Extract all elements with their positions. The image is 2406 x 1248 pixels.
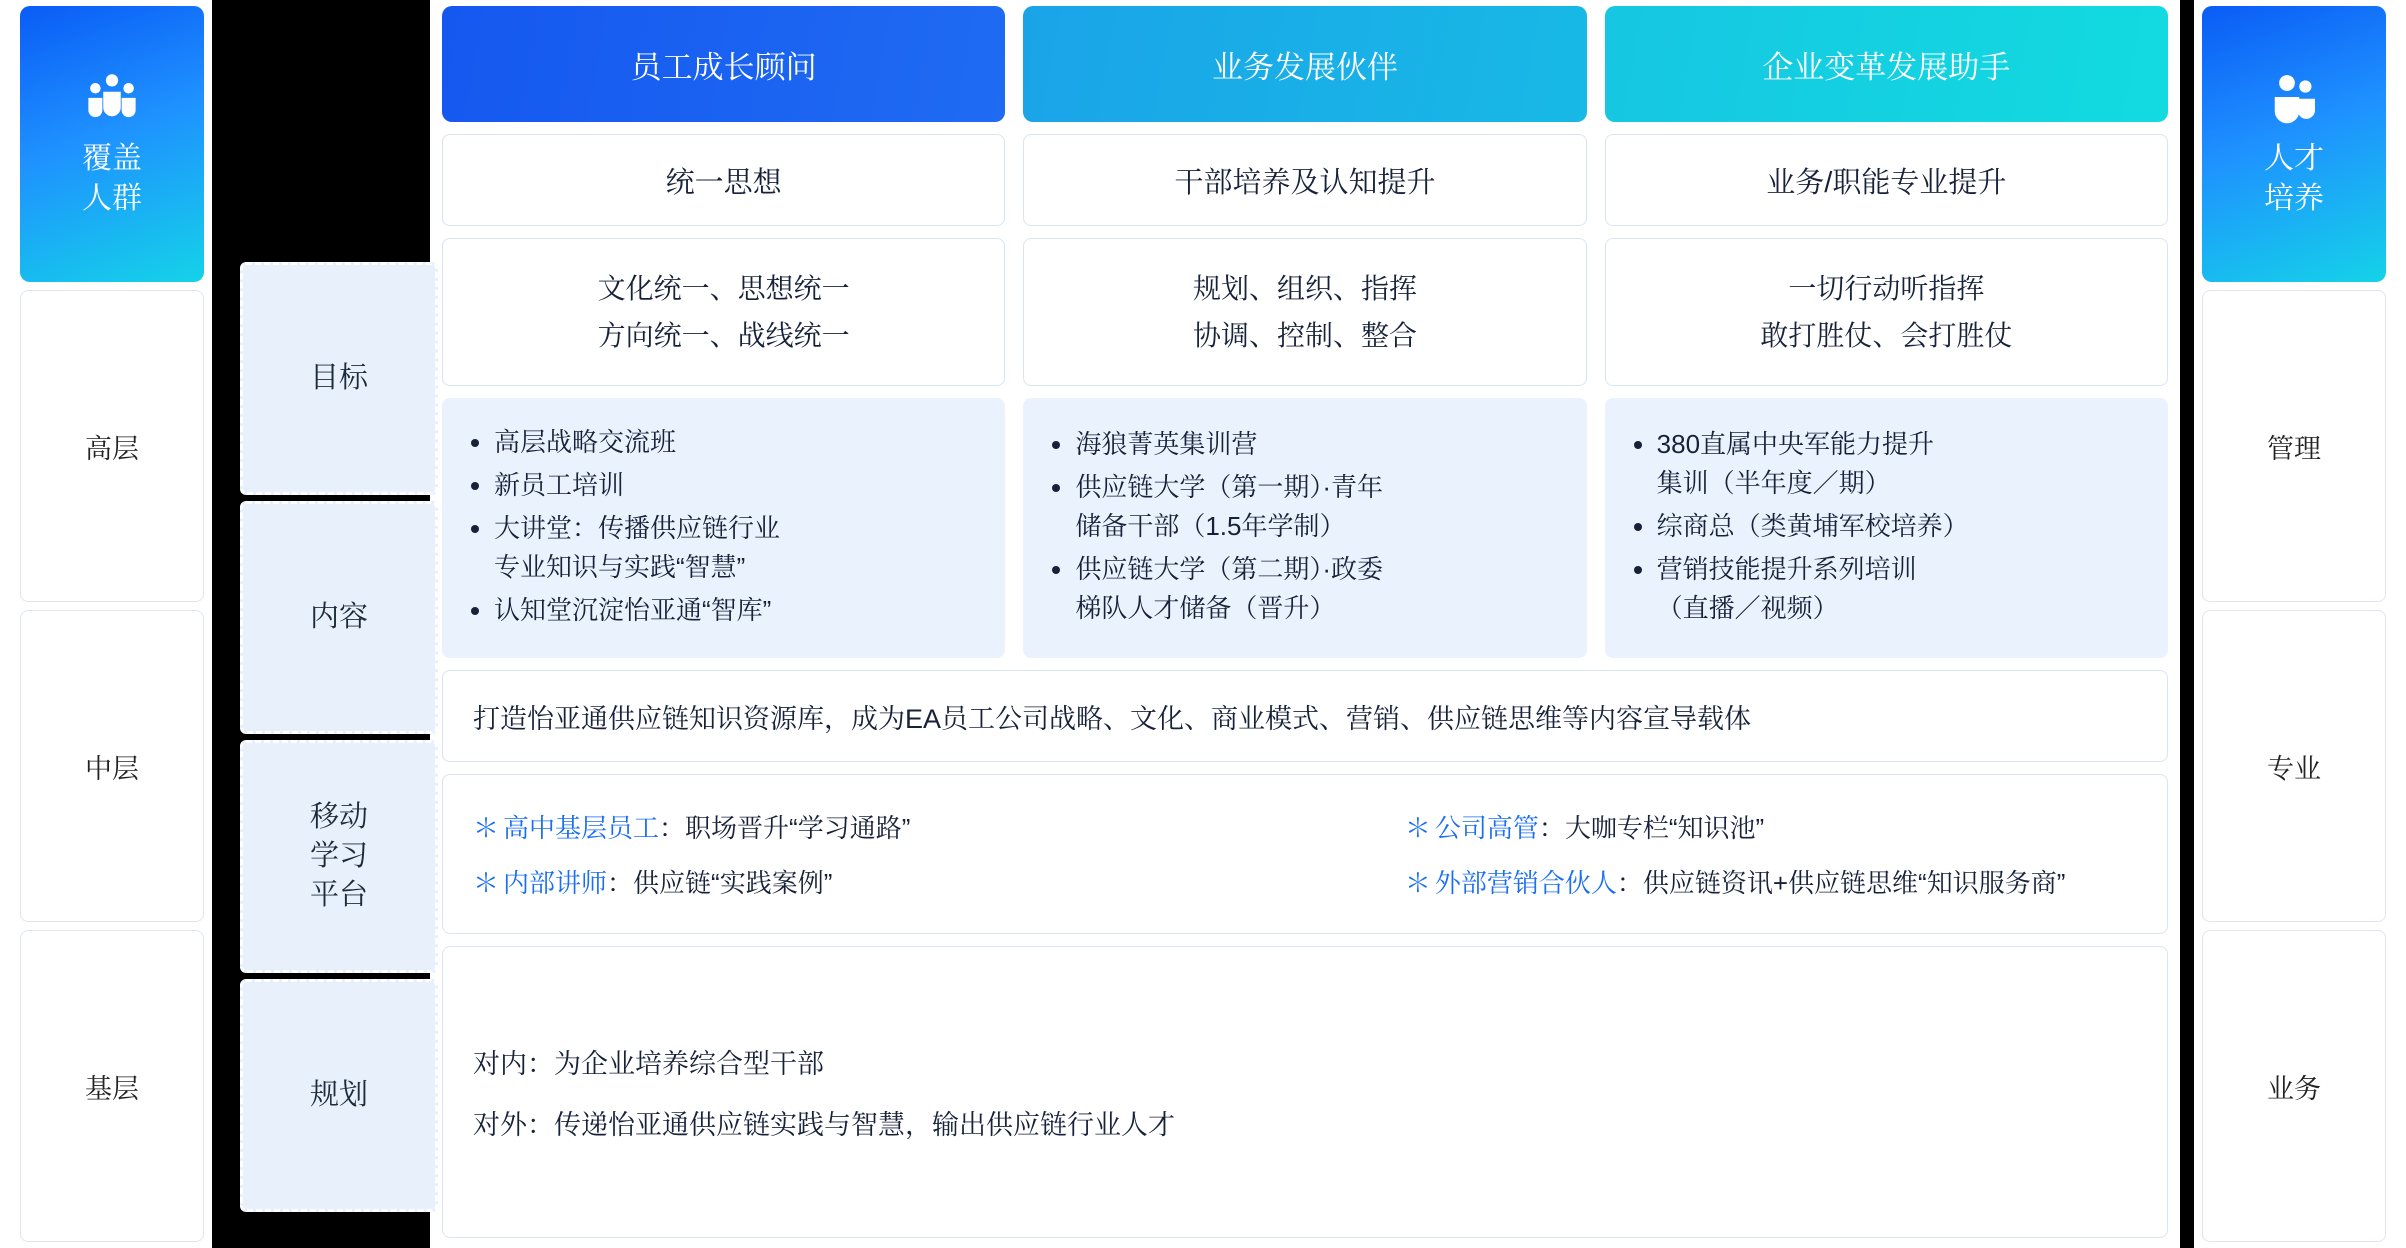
- goal-line-1: 规划、组织、指挥: [1192, 272, 1417, 304]
- goal-card-3: [1605, 238, 2168, 386]
- role-row: [442, 6, 2168, 122]
- talent-item-label: 业务: [2267, 1073, 2321, 1104]
- dimension-label: 内容: [309, 600, 368, 633]
- list-item: • 海狼菁英集训营: [1075, 425, 1560, 464]
- list-item: • 供应链大学（第二期）·政委 梯队人才储备（晋升）: [1075, 550, 1560, 628]
- talent-item-label: 专业: [2267, 753, 2321, 784]
- platform-entry-sep: ：: [1616, 868, 1643, 898]
- platform-entry-4: [1405, 863, 2137, 900]
- asterisk-icon: ＊: [1404, 813, 1431, 843]
- list-item: • 大讲堂：传播供应链行业 专业知识与实践“智慧”: [494, 509, 979, 587]
- platform-entry-value: 供应链“实践案例”: [633, 868, 833, 898]
- theme-label: 干部培养及认知提升: [1174, 166, 1436, 199]
- right-rail: [2180, 0, 2194, 1248]
- list-item: • 营销技能提升系列培训 （直播／视频）: [1657, 550, 2142, 628]
- platform-entry-value: 职场晋升“学习通路”: [685, 813, 911, 843]
- platform-line-1: [473, 808, 2137, 845]
- theme-label: 业务/职能专业提升: [1766, 166, 2007, 199]
- list-item: • 认知堂沉淀怡亚通“智库”: [494, 591, 979, 630]
- left-rail: [212, 0, 430, 1248]
- plan-line-external: 对外：传递怡亚通供应链实践与智慧，输出供应链行业人才: [473, 1110, 1175, 1140]
- goal-line-2: 协调、控制、整合: [1192, 320, 1417, 351]
- audience-item-label: 高层: [85, 433, 139, 464]
- content-list: [1631, 425, 2142, 632]
- platform-entry-value: 大咖专栏“知识池”: [1564, 813, 1765, 843]
- theme-card-3[interactable]: [1605, 134, 2168, 226]
- talent-item-management[interactable]: [2202, 290, 2386, 602]
- dimension-stack: [240, 262, 438, 1212]
- people-group-icon: [84, 69, 140, 125]
- list-item: • 380直属中央军能力提升 集训（半年度／期）: [1657, 425, 2142, 503]
- talent-header: [2202, 6, 2386, 282]
- audience-column: [0, 0, 212, 1248]
- theme-row: [442, 134, 2168, 226]
- platform-entry-sep: ：: [607, 868, 634, 898]
- goal-line-1: 文化统一、思想统一: [597, 272, 850, 304]
- content-list: [468, 423, 979, 634]
- platform-entry-key: 公司高管: [1434, 813, 1539, 843]
- asterisk-icon: ＊: [1404, 868, 1431, 898]
- dimension-label: 规划: [309, 1078, 368, 1111]
- audience-item-top[interactable]: [20, 290, 204, 602]
- role-card-employee-growth-advisor[interactable]: [442, 6, 1005, 122]
- theme-card-2[interactable]: [1023, 134, 1586, 226]
- talent-people-icon: [2266, 69, 2322, 125]
- talent-header-label: 人才 培养: [2264, 141, 2324, 215]
- platform-entry-key: 外部营销合伙人: [1434, 868, 1617, 898]
- list-item: • 供应链大学（第一期）·青年 储备干部（1.5年学制）: [1075, 468, 1560, 546]
- content-list: [1049, 425, 1560, 632]
- audience-item-middle[interactable]: [20, 610, 204, 922]
- plan-box: [442, 946, 2168, 1238]
- goal-line-2: 敢打胜仗、会打胜仗: [1760, 320, 2013, 351]
- content-card-3: [1605, 398, 2168, 658]
- audience-item-label: 基层: [85, 1073, 139, 1104]
- audience-item-base[interactable]: [20, 930, 204, 1242]
- theme-card-1[interactable]: [442, 134, 1005, 226]
- talent-item-business[interactable]: [2202, 930, 2386, 1242]
- talent-item-professional[interactable]: [2202, 610, 2386, 922]
- banner-text: 打造怡亚通供应链知识资源库，成为EA员工公司战略、文化、商业模式、营销、供应链思维等内容宣导载体: [473, 703, 1752, 734]
- plan-line-internal: 对内：为企业培养综合型干部: [473, 1049, 824, 1079]
- mobile-learning-platform-box: [442, 774, 2168, 934]
- role-label: 业务发展伙伴: [1211, 49, 1398, 85]
- platform-entry-sep: ：: [1538, 813, 1565, 843]
- content-row: [442, 398, 2168, 658]
- asterisk-icon: ＊: [473, 868, 500, 898]
- platform-line-2: [473, 863, 2137, 900]
- content-card-1: [442, 398, 1005, 658]
- audience-header-label: 覆盖 人群: [82, 141, 142, 215]
- dimension-mobile-learning-platform[interactable]: [240, 740, 438, 973]
- dimension-label: 移动 学习 平台: [309, 800, 368, 912]
- list-item: • 高层战略交流班: [494, 423, 979, 462]
- role-label: 企业变革发展助手: [1762, 49, 2011, 85]
- audience-header: [20, 6, 204, 282]
- audience-item-label: 中层: [85, 753, 139, 784]
- dimension-goal[interactable]: [240, 262, 438, 495]
- platform-entry-key: 内部讲师: [503, 868, 608, 898]
- platform-entry-value: 供应链资讯+供应链思维“知识服务商”: [1642, 868, 2066, 898]
- dimension-content[interactable]: [240, 501, 438, 734]
- dimension-plan[interactable]: [240, 979, 438, 1212]
- role-label: 员工成长顾问: [630, 49, 817, 85]
- theme-label: 统一思想: [665, 166, 782, 199]
- platform-entry-3: [473, 863, 1405, 900]
- main-matrix: [430, 0, 2180, 1248]
- talent-column: [2194, 0, 2406, 1248]
- dimension-label: 目标: [309, 361, 368, 394]
- content-card-2: [1023, 398, 1586, 658]
- platform-entry-sep: ：: [659, 813, 686, 843]
- goal-card-2: [1023, 238, 1586, 386]
- goal-row: [442, 238, 2168, 386]
- goal-card-1: [442, 238, 1005, 386]
- platform-entry-key: 高中基层员工: [503, 813, 660, 843]
- list-item: • 综商总（类黄埔军校培养）: [1657, 507, 2142, 546]
- asterisk-icon: ＊: [473, 813, 500, 843]
- talent-item-label: 管理: [2267, 433, 2321, 464]
- goal-line-2: 方向统一、战线统一: [597, 320, 850, 351]
- platform-entry-1: [473, 808, 1405, 845]
- platform-entry-2: [1405, 808, 2137, 845]
- role-card-change-development-assistant[interactable]: [1605, 6, 2168, 122]
- role-card-business-development-partner[interactable]: [1023, 6, 1586, 122]
- list-item: • 新员工培训: [494, 466, 979, 505]
- goal-line-1: 一切行动听指挥: [1788, 272, 1985, 304]
- knowledge-resource-banner: [442, 670, 2168, 762]
